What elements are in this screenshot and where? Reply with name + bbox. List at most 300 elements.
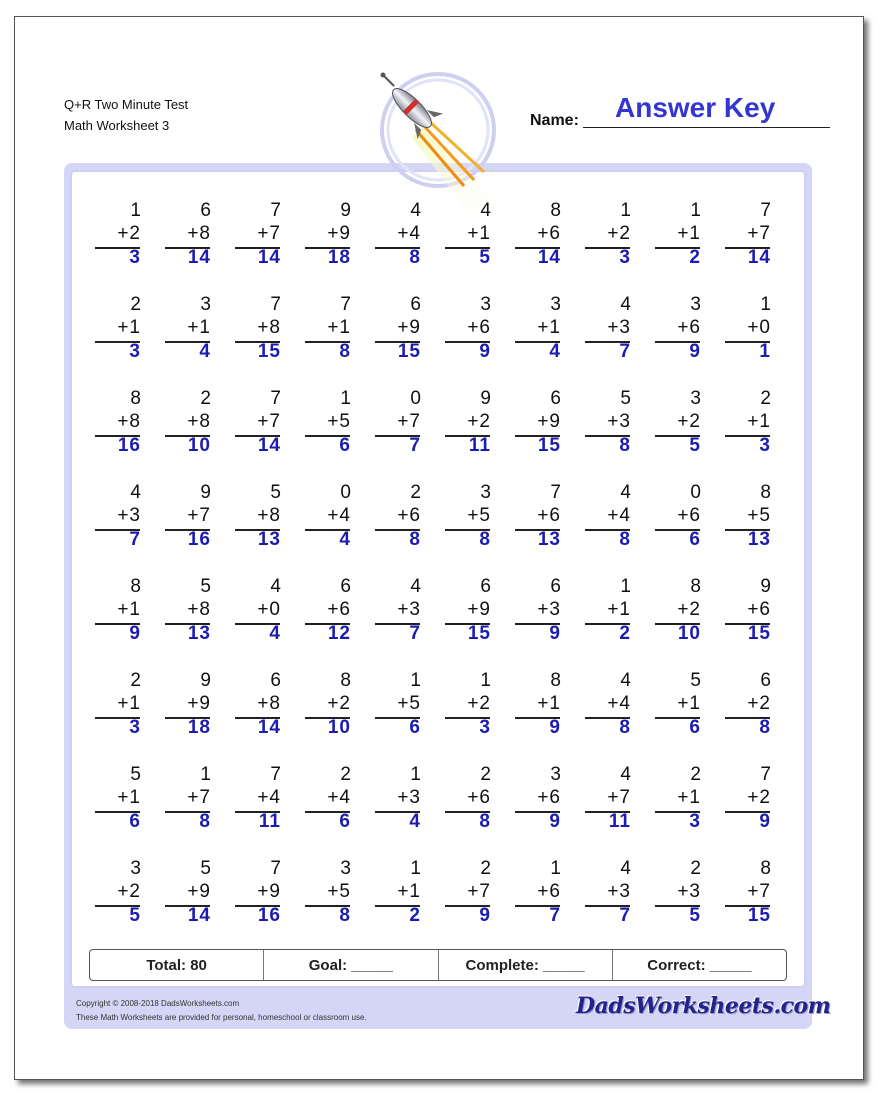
first-addend: 4	[620, 670, 631, 691]
plus-sign: +	[187, 223, 200, 244]
problem	[725, 294, 785, 368]
first-addend: 7	[270, 858, 281, 879]
answer: 6	[129, 811, 141, 832]
answer: 15	[537, 435, 561, 456]
first-addend: 7	[550, 482, 561, 503]
answer: 13	[257, 529, 281, 550]
second-addend	[537, 411, 561, 433]
second-addend-value: 1	[129, 693, 141, 714]
plus-sign: +	[607, 787, 620, 808]
first-addend: 4	[620, 482, 631, 503]
answer: 14	[537, 247, 561, 268]
second-addend	[747, 693, 771, 715]
answer: 14	[747, 247, 771, 268]
answer: 3	[129, 341, 141, 362]
second-addend-value: 9	[339, 223, 351, 244]
problem	[655, 388, 715, 462]
problem	[585, 764, 645, 838]
second-addend-value: 8	[199, 599, 211, 620]
second-addend-value: 8	[269, 693, 281, 714]
plus-sign: +	[117, 223, 130, 244]
second-addend-value: 6	[689, 505, 701, 526]
problem	[655, 670, 715, 744]
problem	[235, 858, 295, 932]
first-addend: 4	[410, 576, 421, 597]
problem	[655, 294, 715, 368]
second-addend-value: 3	[619, 411, 631, 432]
first-addend: 2	[130, 294, 141, 315]
answer: 9	[549, 717, 561, 738]
second-addend-value: 0	[759, 317, 771, 338]
first-addend: 5	[690, 670, 701, 691]
plus-sign: +	[747, 411, 760, 432]
answer: 14	[257, 717, 281, 738]
plus-sign: +	[397, 599, 410, 620]
plus-sign: +	[607, 411, 620, 432]
first-addend: 5	[270, 482, 281, 503]
second-addend	[257, 317, 281, 339]
first-addend: 6	[270, 670, 281, 691]
second-addend	[607, 693, 631, 715]
first-addend: 1	[410, 670, 421, 691]
second-addend	[187, 787, 211, 809]
copyright-text: Copyright © 2008-2018 DadsWorksheets.com	[76, 999, 240, 1008]
second-addend-value: 2	[759, 787, 771, 808]
first-addend: 7	[760, 200, 771, 221]
first-addend: 7	[270, 764, 281, 785]
first-addend: 0	[690, 482, 701, 503]
problem	[165, 858, 225, 932]
plus-sign: +	[537, 317, 550, 338]
first-addend: 8	[690, 576, 701, 597]
second-addend-value: 4	[269, 787, 281, 808]
problem	[445, 482, 505, 556]
problem	[235, 764, 295, 838]
second-addend	[607, 223, 631, 245]
problem	[235, 200, 295, 274]
plus-sign: +	[327, 223, 340, 244]
answer: 13	[747, 529, 771, 550]
answer: 8	[409, 247, 421, 268]
answer: 4	[199, 341, 211, 362]
second-addend	[467, 505, 491, 527]
second-addend	[467, 693, 491, 715]
answer: 2	[689, 247, 701, 268]
second-addend	[607, 317, 631, 339]
answer: 5	[479, 247, 491, 268]
answer: 8	[409, 529, 421, 550]
second-addend	[467, 317, 491, 339]
plus-sign: +	[187, 505, 200, 526]
second-addend	[747, 787, 771, 809]
answer: 4	[409, 811, 421, 832]
second-addend	[537, 223, 561, 245]
answer: 3	[129, 717, 141, 738]
first-addend: 8	[340, 670, 351, 691]
second-addend-value: 5	[339, 411, 351, 432]
answer: 16	[117, 435, 141, 456]
answer: 4	[269, 623, 281, 644]
first-addend: 6	[480, 576, 491, 597]
second-addend	[397, 787, 421, 809]
answer: 15	[397, 341, 421, 362]
second-addend	[187, 411, 211, 433]
second-addend-value: 0	[269, 599, 281, 620]
answer: 15	[257, 341, 281, 362]
answer: 15	[467, 623, 491, 644]
second-addend-value: 2	[619, 223, 631, 244]
plus-sign: +	[467, 505, 480, 526]
second-addend-value: 6	[409, 505, 421, 526]
second-addend-value: 7	[759, 223, 771, 244]
second-addend-value: 6	[549, 505, 561, 526]
problem	[305, 858, 365, 932]
first-addend: 7	[270, 294, 281, 315]
first-addend: 9	[480, 388, 491, 409]
worksheet-title: Q+R Two Minute Test	[64, 97, 189, 112]
plus-sign: +	[677, 787, 690, 808]
problem	[95, 388, 155, 462]
plus-sign: +	[537, 505, 550, 526]
first-addend: 2	[340, 764, 351, 785]
first-addend: 5	[620, 388, 631, 409]
plus-sign: +	[677, 317, 690, 338]
first-addend: 3	[130, 858, 141, 879]
first-addend: 3	[690, 388, 701, 409]
problem	[305, 670, 365, 744]
problem	[585, 482, 645, 556]
answer: 15	[747, 905, 771, 926]
plus-sign: +	[187, 693, 200, 714]
second-addend-value: 7	[409, 411, 421, 432]
plus-sign: +	[187, 317, 200, 338]
answer: 8	[479, 811, 491, 832]
second-addend-value: 9	[199, 881, 211, 902]
second-addend-value: 3	[549, 599, 561, 620]
total-count: Total: 80	[146, 956, 207, 974]
plus-sign: +	[257, 787, 270, 808]
answer: 11	[468, 435, 491, 456]
problem	[585, 200, 645, 274]
second-addend	[747, 599, 771, 621]
second-addend-value: 7	[199, 787, 211, 808]
plus-sign: +	[257, 505, 270, 526]
second-addend-value: 7	[759, 881, 771, 902]
answer: 12	[327, 623, 351, 644]
second-addend-value: 1	[129, 787, 141, 808]
second-addend-value: 4	[619, 505, 631, 526]
problem	[585, 388, 645, 462]
first-addend: 6	[340, 576, 351, 597]
first-addend: 5	[200, 576, 211, 597]
second-addend	[747, 881, 771, 903]
answer: 9	[549, 811, 561, 832]
first-addend: 9	[200, 670, 211, 691]
problem	[445, 670, 505, 744]
plus-sign: +	[537, 411, 550, 432]
second-addend	[397, 505, 421, 527]
plus-sign: +	[327, 317, 340, 338]
problem	[725, 200, 785, 274]
plus-sign: +	[607, 881, 620, 902]
first-addend: 8	[550, 200, 561, 221]
second-addend	[537, 505, 561, 527]
first-addend: 1	[480, 670, 491, 691]
first-addend: 3	[550, 764, 561, 785]
second-addend-value: 4	[339, 505, 351, 526]
problem	[725, 388, 785, 462]
problem	[445, 576, 505, 650]
first-addend: 4	[270, 576, 281, 597]
second-addend-value: 2	[479, 411, 491, 432]
second-addend-value: 1	[689, 693, 701, 714]
answer: 9	[549, 623, 561, 644]
plus-sign: +	[537, 693, 550, 714]
answer: 9	[129, 623, 141, 644]
plus-sign: +	[677, 223, 690, 244]
plus-sign: +	[187, 787, 200, 808]
second-addend-value: 5	[759, 505, 771, 526]
second-addend	[257, 505, 281, 527]
problem	[585, 294, 645, 368]
plus-sign: +	[607, 505, 620, 526]
problem	[235, 670, 295, 744]
plus-sign: +	[397, 881, 410, 902]
second-addend	[187, 693, 211, 715]
problem	[515, 294, 575, 368]
plus-sign: +	[747, 693, 760, 714]
second-addend-value: 5	[409, 693, 421, 714]
second-addend	[327, 411, 351, 433]
answer: 1	[759, 341, 771, 362]
answer: 5	[689, 435, 701, 456]
second-addend	[677, 223, 701, 245]
second-addend-value: 8	[269, 505, 281, 526]
problem	[165, 482, 225, 556]
plus-sign: +	[397, 505, 410, 526]
problem	[165, 388, 225, 462]
second-addend-value: 7	[619, 787, 631, 808]
second-addend	[117, 411, 141, 433]
first-addend: 1	[130, 200, 141, 221]
first-addend: 4	[410, 200, 421, 221]
second-addend	[327, 505, 351, 527]
first-addend: 4	[620, 294, 631, 315]
answer: 9	[479, 905, 491, 926]
second-addend-value: 7	[199, 505, 211, 526]
second-addend-value: 1	[199, 317, 211, 338]
first-addend: 4	[620, 858, 631, 879]
first-addend: 4	[480, 200, 491, 221]
plus-sign: +	[327, 599, 340, 620]
problem	[515, 670, 575, 744]
problem	[95, 294, 155, 368]
second-addend-value: 1	[689, 223, 701, 244]
answer: 15	[747, 623, 771, 644]
problem	[375, 200, 435, 274]
second-addend	[117, 223, 141, 245]
problem	[655, 764, 715, 838]
first-addend: 2	[760, 388, 771, 409]
second-addend	[747, 411, 771, 433]
answer: 7	[619, 341, 631, 362]
first-addend: 0	[340, 482, 351, 503]
second-addend-value: 5	[339, 881, 351, 902]
problem	[235, 576, 295, 650]
plus-sign: +	[467, 881, 480, 902]
second-addend	[257, 787, 281, 809]
problem	[165, 670, 225, 744]
first-addend: 6	[410, 294, 421, 315]
problem	[235, 482, 295, 556]
answer: 14	[187, 905, 211, 926]
problem	[305, 576, 365, 650]
answer: 8	[339, 905, 351, 926]
first-addend: 3	[480, 294, 491, 315]
answer: 11	[258, 811, 281, 832]
second-addend-value: 6	[759, 599, 771, 620]
answer: 9	[759, 811, 771, 832]
problem	[165, 764, 225, 838]
answer: 10	[327, 717, 351, 738]
first-addend: 6	[550, 388, 561, 409]
second-addend-value: 1	[549, 693, 561, 714]
problem	[305, 764, 365, 838]
answer: 7	[129, 529, 141, 550]
second-addend-value: 9	[269, 881, 281, 902]
plus-sign: +	[537, 223, 550, 244]
answer: 9	[479, 341, 491, 362]
plus-sign: +	[187, 599, 200, 620]
second-addend	[607, 505, 631, 527]
second-addend	[537, 693, 561, 715]
answer: 5	[129, 905, 141, 926]
second-addend-value: 2	[129, 881, 141, 902]
second-addend	[257, 411, 281, 433]
first-addend: 7	[340, 294, 351, 315]
plus-sign: +	[327, 505, 340, 526]
plus-sign: +	[537, 599, 550, 620]
answer: 16	[187, 529, 211, 550]
plus-sign: +	[467, 223, 480, 244]
second-addend-value: 3	[129, 505, 141, 526]
plus-sign: +	[117, 411, 130, 432]
answer: 2	[409, 905, 421, 926]
answer: 7	[409, 435, 421, 456]
answer: 6	[689, 717, 701, 738]
second-addend	[607, 599, 631, 621]
first-addend: 1	[690, 200, 701, 221]
problem	[305, 294, 365, 368]
second-addend-value: 6	[549, 881, 561, 902]
answer: 5	[689, 905, 701, 926]
first-addend: 8	[760, 858, 771, 879]
problem	[725, 482, 785, 556]
problem	[95, 858, 155, 932]
second-addend-value: 1	[689, 787, 701, 808]
second-addend	[187, 599, 211, 621]
problem	[445, 388, 505, 462]
plus-sign: +	[257, 223, 270, 244]
name-label: Name:	[530, 112, 579, 129]
problem	[585, 858, 645, 932]
problem	[445, 294, 505, 368]
second-addend	[747, 317, 771, 339]
plus-sign: +	[117, 317, 130, 338]
second-addend-value: 2	[689, 599, 701, 620]
second-addend-value: 2	[689, 411, 701, 432]
answer: 6	[339, 435, 351, 456]
plus-sign: +	[607, 599, 620, 620]
second-addend-value: 3	[409, 787, 421, 808]
second-addend	[537, 599, 561, 621]
second-addend	[677, 411, 701, 433]
answer: 3	[129, 247, 141, 268]
answer: 3	[689, 811, 701, 832]
first-addend: 5	[200, 858, 211, 879]
second-addend	[467, 787, 491, 809]
answer: 13	[187, 623, 211, 644]
problem	[305, 482, 365, 556]
second-addend	[187, 223, 211, 245]
second-addend	[257, 599, 281, 621]
first-addend: 3	[690, 294, 701, 315]
problem	[95, 670, 155, 744]
problem	[655, 200, 715, 274]
problem	[235, 388, 295, 462]
plus-sign: +	[677, 693, 690, 714]
answer: 4	[549, 341, 561, 362]
worksheet-subtitle: Math Worksheet 3	[64, 118, 170, 133]
second-addend-value: 3	[619, 317, 631, 338]
first-addend: 7	[760, 764, 771, 785]
first-addend: 4	[620, 764, 631, 785]
second-addend-value: 4	[619, 693, 631, 714]
answer: 3	[479, 717, 491, 738]
plus-sign: +	[747, 223, 760, 244]
second-addend	[117, 693, 141, 715]
problem	[165, 576, 225, 650]
plus-sign: +	[607, 693, 620, 714]
answer-key-title: Answer Key	[615, 92, 776, 123]
second-addend-value: 8	[129, 411, 141, 432]
first-addend: 3	[550, 294, 561, 315]
second-addend-value: 9	[549, 411, 561, 432]
second-addend-value: 6	[339, 599, 351, 620]
second-addend-value: 6	[549, 223, 561, 244]
answer: 13	[537, 529, 561, 550]
answer: 9	[689, 341, 701, 362]
first-addend: 8	[550, 670, 561, 691]
second-addend	[327, 787, 351, 809]
plus-sign: +	[467, 599, 480, 620]
second-addend-value: 1	[549, 317, 561, 338]
problem	[725, 576, 785, 650]
problem	[375, 482, 435, 556]
answer: 8	[199, 811, 211, 832]
problem	[235, 294, 295, 368]
problem	[725, 858, 785, 932]
answer: 14	[257, 435, 281, 456]
plus-sign: +	[677, 505, 690, 526]
second-addend-value: 6	[479, 317, 491, 338]
first-addend: 2	[690, 858, 701, 879]
plus-sign: +	[537, 881, 550, 902]
plus-sign: +	[467, 317, 480, 338]
first-addend: 2	[480, 858, 491, 879]
rocket-icon	[372, 68, 512, 218]
problem	[585, 576, 645, 650]
